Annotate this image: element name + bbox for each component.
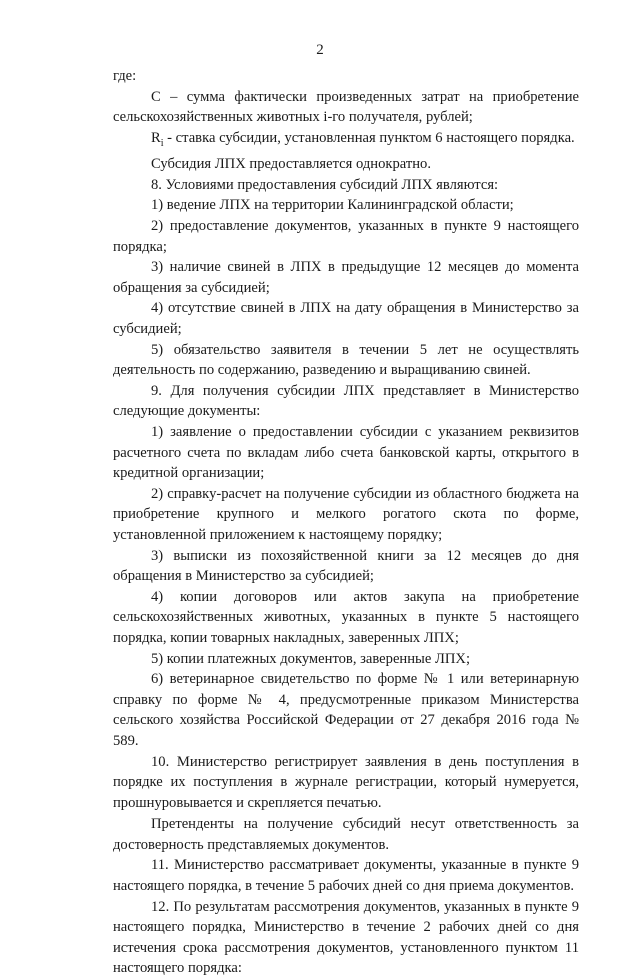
paragraph-8-4: 4) отсутствие свиней в ЛПХ на дату обращения в Министерство за субсидией; <box>113 300 579 338</box>
paragraph-10: 10. Министерство регистрирует заявления в день поступления в порядке их поступления в журнале регистрации, который нумеруется, прошнуровывается и скрепляется печатью. <box>113 753 579 811</box>
paragraph-9-4: 4) копии договоров или актов закупа на приобретение сельскохозяйственных животных, указанных в пункте 5 настоящего порядка, копии товарных накладных, заверенных ЛПХ; <box>113 588 579 646</box>
paragraph-9-3: 3) выписки из похозяйственной книги за 12 месяцев до дня обращения в Министерство за субсидией; <box>113 547 579 585</box>
ri-text: - ставка субсидии, установленная пунктом 6 настоящего порядка. <box>163 129 575 146</box>
paragraph-8: 8. Условиями предоставления субсидий ЛПХ являются: <box>151 176 499 193</box>
ri-symbol: R <box>151 129 161 146</box>
paragraph-8-2: 2) предоставление документов, указанных в пункте 9 настоящего порядка; <box>113 218 579 255</box>
paragraph-9: 9. Для получения субсидии ЛПХ представляет в Министерство следующие документы: <box>113 382 579 420</box>
paragraph-8-5: 5) обязательство заявителя в течении 5 лет не осуществлять деятельность по содержанию, разведению и выращиванию свиней. <box>113 341 579 379</box>
paragraph-8-3: 3) наличие свиней в ЛПХ в предыдущие 12 месяцев до момента обращения за субсидией; <box>113 259 579 296</box>
paragraph-8-1: 1) ведение ЛПХ на территории Калининградской области; <box>151 197 514 214</box>
paragraph-applicants: Претенденты на получение субсидий несут ответственность за достоверность представляемых документов. <box>113 816 579 853</box>
paragraph-once: Субсидия ЛПХ предоставляется однократно. <box>151 156 431 173</box>
paragraph-9-5: 5) копии платежных документов, заверенные ЛПХ; <box>151 650 471 667</box>
paragraph-9-1: 1) заявление о предоставлении субсидии с указанием реквизитов расчетного счета по вкладам либо счета банковской карты, открытого в кредитной организации; <box>113 424 579 482</box>
document-body <box>113 66 579 979</box>
paragraph-9-2: 2) справку-расчет на получение субсидии из областного бюджета на приобретение крупного и мелкого рогатого скота по форме, установленной приложением к настоящему порядку; <box>113 485 579 543</box>
paragraph-c-definition: С – сумма фактически произведенных затрат на приобретение сельскохозяйственных животных i-го получателя, рублей; <box>113 88 579 126</box>
where-label: где: <box>113 68 137 84</box>
paragraph-12: 12. По результатам рассмотрения документов, указанных в пункте 9 настоящего порядка, Министерство в течение 2 рабочих дней со дня истечения срока рассмотрения документов, установленного пунктом 11 настоящего порядка: <box>113 898 579 977</box>
paragraph-11: 11. Министерство рассматривает документы, указанные в пункте 9 настоящего порядка, в течение 5 рабочих дней со дня приема документов. <box>113 857 579 895</box>
page-number: 2 <box>316 42 324 58</box>
paragraph-9-6: 6) ветеринарное свидетельство по форме № 1 или ветеринарную справку по форме № 4, предусмотренные приказом Министерства сельского хозяйства Российской Федерации от 27 декабря 2016 года № 589. <box>113 671 579 749</box>
ri-subscript: i <box>160 137 164 149</box>
paragraph-ri-definition <box>113 128 579 155</box>
